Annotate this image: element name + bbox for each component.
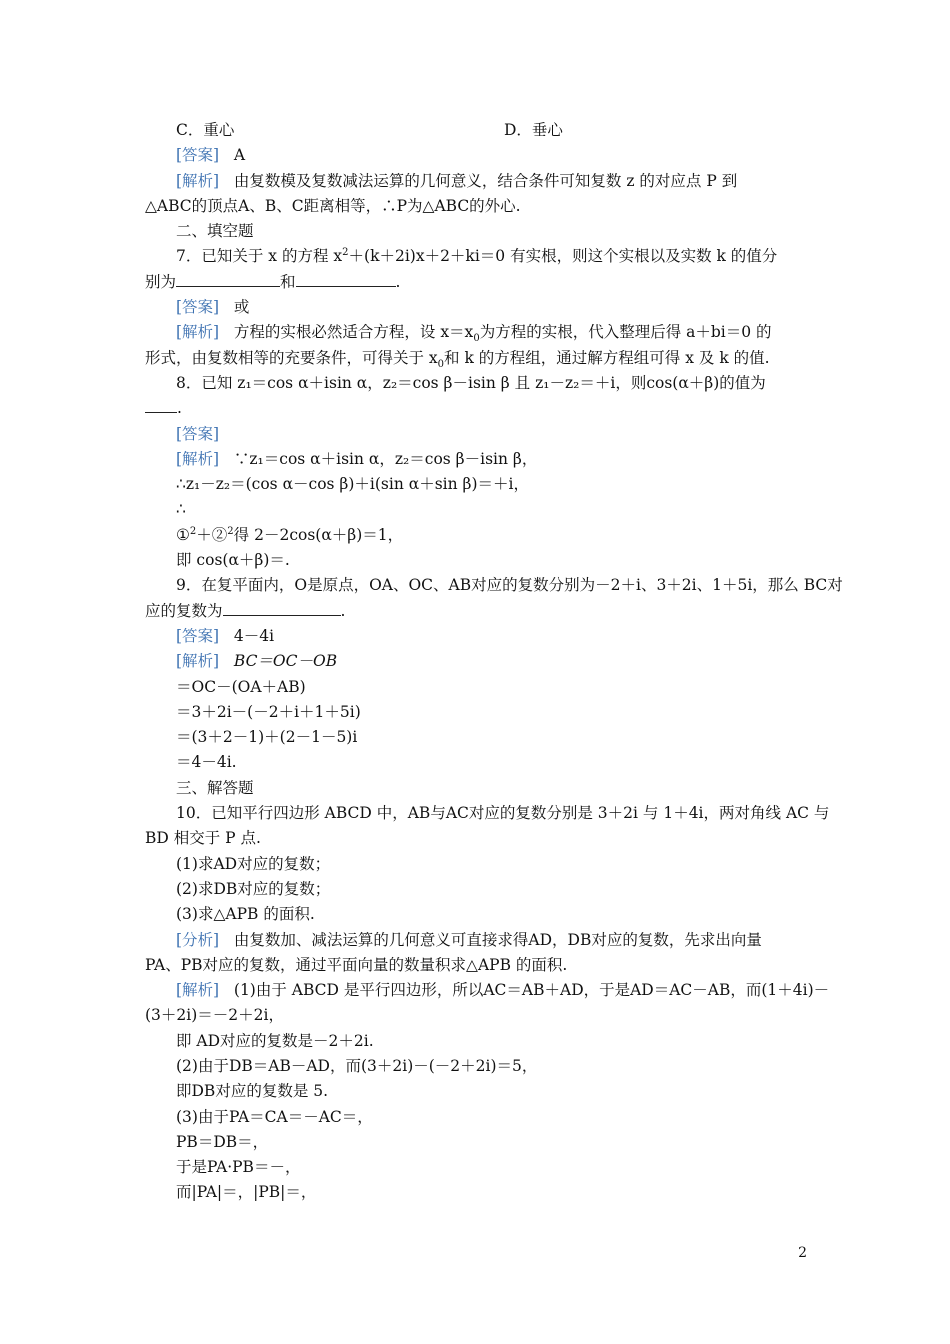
q6-explanation-line — [145, 169, 807, 194]
q8-step: ∴ — [176, 500, 186, 519]
q10-step: (3＋2i)＝－2＋2i， — [145, 1006, 284, 1025]
answer-tag: [答案] — [176, 298, 220, 317]
explanation-tag: [解析] — [176, 449, 220, 468]
step-text: ＋② — [196, 525, 228, 544]
q9-step: ＝3＋2i－(－2＋i＋1＋5i) — [176, 702, 361, 721]
answer-value: 或 — [233, 298, 250, 317]
answer-tag: [答案] — [176, 424, 220, 443]
q6-options — [145, 118, 807, 143]
q8-explanation-line — [145, 447, 807, 472]
document-body — [145, 118, 843, 1206]
explanation-text: ∵z₁＝cos α＋isin α，z₂＝cos β－isin β， — [233, 449, 538, 468]
answer-tag: [答案] — [176, 626, 220, 645]
analysis-tag: [分析] — [176, 930, 220, 949]
q7-answer — [145, 295, 807, 320]
answer-blank[interactable] — [223, 601, 341, 616]
q7-explanation-line — [145, 320, 807, 345]
q6-answer — [145, 143, 807, 168]
step-text: 得 2－2cos(α＋β)＝1， — [233, 525, 404, 544]
explanation-tag: [解析] — [176, 323, 220, 342]
q10-analysis-cont: PA、PB对应的复数，通过平面向量的数量积求△APB 的面积. — [145, 955, 568, 974]
subscript: 0 — [437, 358, 445, 370]
q7-text-a: 7．已知关于 x 的方程 x — [176, 247, 343, 266]
step-text: ① — [176, 525, 190, 544]
q9-step: ＝OC－(OA＋AB) — [176, 677, 306, 696]
q7-stem — [145, 244, 807, 269]
superscript: 2 — [189, 525, 197, 537]
q8-answer — [145, 422, 807, 447]
q7-text-b: ＋(k＋2i)x＋2＋ki＝0 有实根，则这个实根以及实数 k 的值分 — [348, 247, 778, 266]
answer-value: A — [233, 146, 246, 165]
page-number: 2 — [798, 1245, 807, 1261]
superscript: 2 — [227, 525, 234, 537]
q9-text: . — [340, 601, 346, 620]
q10-analysis-line — [145, 928, 807, 953]
q8-step: 即 cos(α＋β)＝. — [176, 551, 290, 570]
explanation-tag: [解析] — [176, 652, 220, 671]
answer-blank[interactable] — [145, 398, 177, 413]
q7-stem-cont — [145, 270, 807, 295]
analysis-text: 由复数加、减法运算的几何意义可直接求得AD，DB对应的复数，先求出向量 — [233, 930, 762, 949]
option-c: C．重心 — [176, 121, 235, 139]
answer-value: 4－4i — [233, 626, 275, 645]
q10-step: 即DB对应的复数是 5. — [176, 1082, 329, 1101]
answer-blank[interactable] — [176, 272, 280, 287]
q7-explanation-cont — [145, 346, 807, 371]
q10-part: (3)求△APB 的面积. — [176, 905, 315, 924]
q10-stem-cont: BD 相交于 P 点. — [145, 829, 261, 848]
option-d: D．垂心 — [504, 121, 563, 139]
explanation-tag: [解析] — [176, 981, 220, 1000]
q10-part: (1)求AD对应的复数； — [176, 854, 331, 873]
q10-part: (2)求DB对应的复数； — [176, 879, 331, 898]
q10-step: 而|PA|＝，|PB|＝， — [176, 1183, 317, 1202]
section-solutions: 三、解答题 — [176, 778, 254, 797]
explanation-text: 方程的实根必然适合方程，设 x＝x — [233, 323, 474, 342]
q10-step: 于是PA·PB＝－， — [176, 1158, 301, 1177]
explanation-text: 为方程的实根，代入整理后得 a＋bi＝0 的 — [479, 323, 772, 342]
q10-step: (2)由于DB＝AB－AD，而(3＋2i)－(－2＋2i)＝5， — [176, 1056, 538, 1075]
q10-step: 即 AD对应的复数是－2＋2i. — [176, 1031, 374, 1050]
q6-explanation-cont: △ABC的顶点A、B、C距离相等，∴P为△ABC的外心. — [145, 196, 521, 215]
q8-text: . — [177, 399, 182, 418]
q8-step — [145, 523, 807, 548]
explanation-text: 和 k 的方程组，通过解方程组可得 x 及 k 的值. — [444, 348, 770, 367]
explanation-text: BC＝OC－OB — [233, 652, 338, 671]
q8-stem-cont — [145, 396, 807, 421]
q9-explanation-line — [145, 649, 807, 674]
q9-stem: 9．在复平面内，O是原点，OA、OC、AB对应的复数分别为－2＋i、3＋2i、1＋5i，那么 BC对 — [176, 576, 843, 595]
q10-step: (3)由于PA＝CA＝－AC＝， — [176, 1107, 373, 1126]
q9-stem-cont — [145, 599, 807, 624]
explanation-text: (1)由于 ABCD 是平行四边形，所以AC＝AB＋AD，于是AD＝AC－AB，而(1＋4i)－ — [233, 981, 830, 1000]
answer-tag: [答案] — [176, 146, 220, 165]
q7-text-c: 别为 — [145, 272, 177, 291]
q9-step: ＝(3＋2－1)＋(2－1－5)i — [176, 728, 358, 747]
section-fill-in: 二、填空题 — [176, 222, 254, 241]
q7-sup: 2 — [342, 247, 349, 259]
q9-step: ＝4－4i. — [176, 753, 237, 772]
q10-step: PB＝DB＝， — [176, 1132, 269, 1151]
q9-text: 应的复数为 — [145, 601, 223, 620]
q7-text-d: 和 — [280, 272, 296, 291]
q8-stem: 8．已知 z₁＝cos α＋isin α，z₂＝cos β－isin β 且 z₁－z₂＝＋i，则cos(α＋β)的值为 — [176, 373, 766, 392]
explanation-tag: [解析] — [176, 171, 220, 190]
q10-stem: 10．已知平行四边形 ABCD 中，AB与AC对应的复数分别是 3＋2i 与 1＋4i，两对角线 AC 与 — [176, 804, 830, 823]
explanation-text: 由复数模及复数减法运算的几何意义，结合条件可知复数 z 的对应点 P 到 — [233, 171, 738, 190]
q8-step: ∴z₁－z₂＝(cos α－cos β)＋i(sin α＋sin β)＝＋i， — [176, 475, 530, 494]
q7-text-e: . — [395, 272, 401, 291]
answer-blank[interactable] — [296, 272, 396, 287]
explanation-text: 形式，由复数相等的充要条件，可得关于 x — [145, 348, 438, 367]
q9-answer — [145, 624, 807, 649]
q10-explanation-line — [145, 978, 830, 1003]
subscript: 0 — [473, 333, 480, 345]
